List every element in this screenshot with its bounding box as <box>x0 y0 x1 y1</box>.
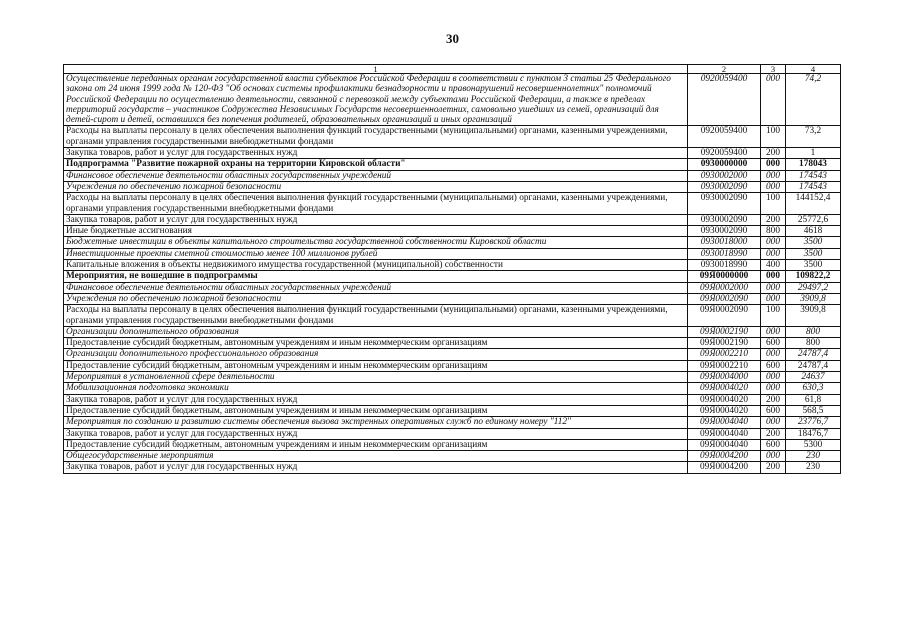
table-row <box>64 428 841 439</box>
row-code-cell: 0930018990 <box>688 248 761 259</box>
table-row <box>64 326 841 337</box>
row-code-cell: 0920059400 <box>688 148 761 159</box>
table-row <box>64 372 841 383</box>
row-amount-cell: 3500 <box>786 248 841 259</box>
row-amount-cell: 568,5 <box>786 405 841 416</box>
row-amount-cell: 73,2 <box>786 126 841 148</box>
row-expense-type-cell: 100 <box>761 193 786 215</box>
row-name-cell: Бюджетные инвестиции в объекты капитального строительства государственной собственности Кировской области <box>64 237 688 248</box>
row-expense-type-cell: 000 <box>761 383 786 394</box>
row-name-cell: Предоставление субсидий бюджетным, автономным учреждениям и иным некоммерческим организациям <box>64 360 688 371</box>
row-code-cell: 0930002000 <box>688 170 761 181</box>
row-expense-type-cell: 200 <box>761 214 786 225</box>
table-row <box>64 338 841 349</box>
table-row <box>64 159 841 170</box>
row-expense-type-cell: 200 <box>761 394 786 405</box>
row-expense-type-cell: 600 <box>761 338 786 349</box>
table-row <box>64 170 841 181</box>
row-name-cell: Предоставление субсидий бюджетным, автономным учреждениям и иным некоммерческим организациям <box>64 338 688 349</box>
table-row <box>64 293 841 304</box>
row-name-cell: Учреждения по обеспечению пожарной безопасности <box>64 181 688 192</box>
row-name-cell: Мобилизационная подготовка экономики <box>64 383 688 394</box>
row-name-cell: Расходы на выплаты персоналу в целях обеспечения выполнения функций государственными (муниципальными) органами, казенными учреждениями, органами управления государственными внебюджетными фондами <box>64 126 688 148</box>
row-expense-type-cell: 000 <box>761 248 786 259</box>
row-code-cell: 09Я0002210 <box>688 349 761 360</box>
row-code-cell: 09Я0004040 <box>688 428 761 439</box>
row-amount-cell: 1 <box>786 148 841 159</box>
row-expense-type-cell: 000 <box>761 74 786 126</box>
row-expense-type-cell: 000 <box>761 271 786 282</box>
row-amount-cell: 4618 <box>786 226 841 237</box>
table-row <box>64 462 841 473</box>
row-expense-type-cell: 600 <box>761 405 786 416</box>
row-amount-cell: 3500 <box>786 237 841 248</box>
table-row <box>64 439 841 450</box>
row-amount-cell: 23776,7 <box>786 417 841 428</box>
row-code-cell: 0930002090 <box>688 226 761 237</box>
table-row <box>64 181 841 192</box>
table-row <box>64 383 841 394</box>
row-name-cell: Учреждения по обеспечению пожарной безопасности <box>64 293 688 304</box>
row-name-cell: Организации дополнительного образования <box>64 326 688 337</box>
row-code-cell: 09Я0004040 <box>688 439 761 450</box>
row-amount-cell: 74,2 <box>786 74 841 126</box>
row-amount-cell: 24637 <box>786 372 841 383</box>
table-row <box>64 226 841 237</box>
table-row <box>64 451 841 462</box>
row-code-cell: 09Я0002090 <box>688 293 761 304</box>
row-name-cell: Капитальные вложения в объекты недвижимого имущества государственной (муниципальной) собственности <box>64 260 688 271</box>
table-row <box>64 148 841 159</box>
row-expense-type-cell: 000 <box>761 349 786 360</box>
row-name-cell: Организации дополнительного профессионального образования <box>64 349 688 360</box>
row-code-cell: 0930018990 <box>688 260 761 271</box>
row-expense-type-cell: 600 <box>761 439 786 450</box>
column-header-expense-type: 3 <box>761 65 786 74</box>
row-code-cell: 0930002090 <box>688 193 761 215</box>
row-code-cell: 09Я0004000 <box>688 372 761 383</box>
row-name-cell: Осуществление переданных органам государственной власти субъектов Российской Федерации в соответствии с пунктом 3 статьи 25 Федерального закона от 24 июня 1999 года № 120-ФЗ "Об основах системы профилактики безнадзорности и правонарушений несовершеннолетних" полномочий Российской Федерации по осуществлению деятельности, связанной с перевозкой между субъектами Российской Федерации, а также в пределах территорий государств – участников Содружества Независимых Государств несовершеннолетних, самовольно ушедших из семей, организаций для детей-сирот и детей, оставшихся без попечения родителей, образовательных организаций и иных организаций <box>64 74 688 126</box>
row-expense-type-cell: 800 <box>761 226 786 237</box>
row-name-cell: Общегосударственные мероприятия <box>64 451 688 462</box>
row-code-cell: 09Я0004020 <box>688 405 761 416</box>
row-expense-type-cell: 000 <box>761 170 786 181</box>
row-expense-type-cell: 200 <box>761 462 786 473</box>
row-name-cell: Иные бюджетные ассигнования <box>64 226 688 237</box>
row-name-cell: Закупка товаров, работ и услуг для государственных нужд <box>64 428 688 439</box>
row-expense-type-cell: 000 <box>761 372 786 383</box>
row-code-cell: 09Я0002000 <box>688 282 761 293</box>
row-amount-cell: 61,8 <box>786 394 841 405</box>
row-expense-type-cell: 000 <box>761 293 786 304</box>
row-amount-cell: 178043 <box>786 159 841 170</box>
row-amount-cell: 174543 <box>786 181 841 192</box>
row-amount-cell: 25772,6 <box>786 214 841 225</box>
row-amount-cell: 3909,8 <box>786 305 841 327</box>
row-amount-cell: 5300 <box>786 439 841 450</box>
table-row <box>64 193 841 215</box>
column-header-amount: 4 <box>786 65 841 74</box>
row-code-cell: 09Я0004020 <box>688 394 761 405</box>
row-amount-cell: 800 <box>786 326 841 337</box>
table-row <box>64 394 841 405</box>
row-name-cell: Подпрограмма "Развитие пожарной охраны на территории Кировской области" <box>64 159 688 170</box>
row-name-cell: Расходы на выплаты персоналу в целях обеспечения выполнения функций государственными (муниципальными) органами, казенными учреждениями, органами управления государственными внебюджетными фондами <box>64 193 688 215</box>
row-expense-type-cell: 100 <box>761 305 786 327</box>
table-row <box>64 305 841 327</box>
row-expense-type-cell: 000 <box>761 282 786 293</box>
row-amount-cell: 24787,4 <box>786 349 841 360</box>
row-expense-type-cell: 400 <box>761 260 786 271</box>
row-name-cell: Мероприятия, не вошедшие в подпрограммы <box>64 271 688 282</box>
row-code-cell: 0930018000 <box>688 237 761 248</box>
row-name-cell: Финансовое обеспечение деятельности областных государственных учреждений <box>64 282 688 293</box>
row-code-cell: 09Я0002210 <box>688 360 761 371</box>
table-row <box>64 248 841 259</box>
table-row <box>64 260 841 271</box>
column-header-code: 2 <box>688 65 761 74</box>
table-header-row <box>64 65 841 74</box>
row-name-cell: Финансовое обеспечение деятельности областных государственных учреждений <box>64 170 688 181</box>
row-code-cell: 09Я0002090 <box>688 305 761 327</box>
row-code-cell: 0920059400 <box>688 74 761 126</box>
row-amount-cell: 230 <box>786 451 841 462</box>
row-name-cell: Инвестиционные проекты сметной стоимостью менее 100 миллионов рублей <box>64 248 688 259</box>
row-expense-type-cell: 600 <box>761 360 786 371</box>
row-name-cell: Закупка товаров, работ и услуг для государственных нужд <box>64 394 688 405</box>
row-expense-type-cell: 200 <box>761 148 786 159</box>
table-body <box>64 74 841 474</box>
row-amount-cell: 630,3 <box>786 383 841 394</box>
row-code-cell: 0920059400 <box>688 126 761 148</box>
table-row <box>64 237 841 248</box>
row-name-cell: Мероприятия в установленной сфере деятельности <box>64 372 688 383</box>
row-code-cell: 09Я0004200 <box>688 451 761 462</box>
row-amount-cell: 3500 <box>786 260 841 271</box>
row-code-cell: 09Я0004200 <box>688 462 761 473</box>
column-header-name: 1 <box>64 65 688 74</box>
table-row <box>64 349 841 360</box>
row-code-cell: 0930002090 <box>688 181 761 192</box>
table-row <box>64 126 841 148</box>
row-expense-type-cell: 000 <box>761 237 786 248</box>
row-name-cell: Расходы на выплаты персоналу в целях обеспечения выполнения функций государственными (муниципальными) органами, казенными учреждениями, органами управления государственными внебюджетными фондами <box>64 305 688 327</box>
table-row <box>64 214 841 225</box>
row-amount-cell: 24787,4 <box>786 360 841 371</box>
row-expense-type-cell: 000 <box>761 326 786 337</box>
row-expense-type-cell: 000 <box>761 451 786 462</box>
row-code-cell: 09Я0004020 <box>688 383 761 394</box>
row-code-cell: 09Я0000000 <box>688 271 761 282</box>
table-row <box>64 74 841 126</box>
row-code-cell: 0930000000 <box>688 159 761 170</box>
row-name-cell: Закупка товаров, работ и услуг для государственных нужд <box>64 214 688 225</box>
table-row <box>64 271 841 282</box>
row-code-cell: 0930002090 <box>688 214 761 225</box>
row-amount-cell: 230 <box>786 462 841 473</box>
row-expense-type-cell: 000 <box>761 417 786 428</box>
row-name-cell: Закупка товаров, работ и услуг для государственных нужд <box>64 148 688 159</box>
table-row <box>64 282 841 293</box>
table-row <box>64 417 841 428</box>
row-code-cell: 09Я0002190 <box>688 326 761 337</box>
row-name-cell: Закупка товаров, работ и услуг для государственных нужд <box>64 462 688 473</box>
table-row <box>64 405 841 416</box>
row-amount-cell: 144152,4 <box>786 193 841 215</box>
page-number: 30 <box>446 31 459 46</box>
budget-table <box>63 64 841 474</box>
row-name-cell: Предоставление субсидий бюджетным, автономным учреждениям и иным некоммерческим организациям <box>64 439 688 450</box>
row-amount-cell: 29497,2 <box>786 282 841 293</box>
row-name-cell: Предоставление субсидий бюджетным, автономным учреждениям и иным некоммерческим организациям <box>64 405 688 416</box>
row-expense-type-cell: 100 <box>761 126 786 148</box>
row-expense-type-cell: 200 <box>761 428 786 439</box>
row-amount-cell: 174543 <box>786 170 841 181</box>
table-row <box>64 360 841 371</box>
row-amount-cell: 109822,2 <box>786 271 841 282</box>
row-amount-cell: 18476,7 <box>786 428 841 439</box>
row-code-cell: 09Я0002190 <box>688 338 761 349</box>
row-expense-type-cell: 000 <box>761 181 786 192</box>
row-expense-type-cell: 000 <box>761 159 786 170</box>
row-amount-cell: 800 <box>786 338 841 349</box>
row-name-cell: Мероприятия по созданию и развитию системы обеспечения вызова экстренных оперативных служб по единому номеру "112" <box>64 417 688 428</box>
row-amount-cell: 3909,8 <box>786 293 841 304</box>
row-code-cell: 09Я0004040 <box>688 417 761 428</box>
